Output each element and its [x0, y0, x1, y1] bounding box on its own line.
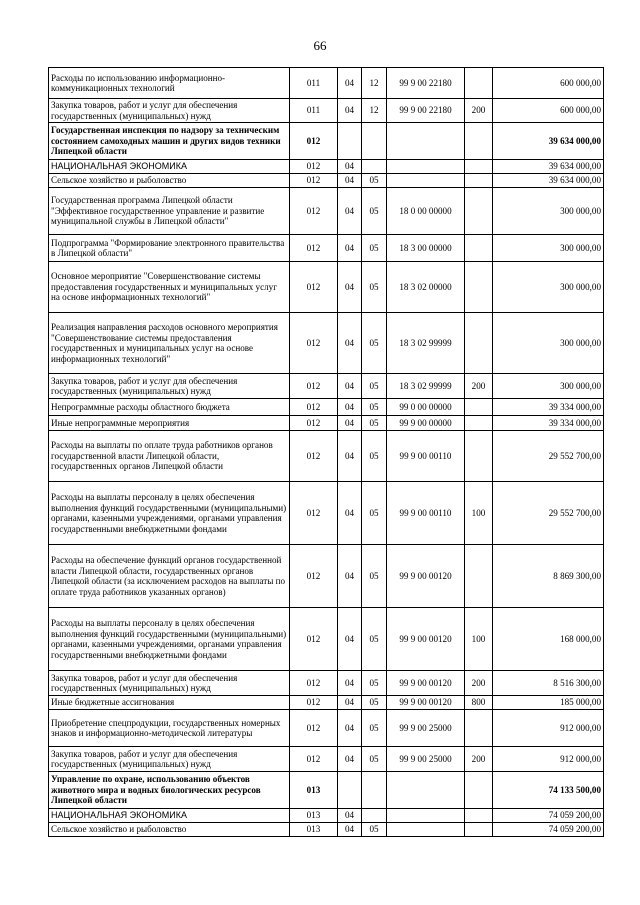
table-row — [49, 482, 604, 545]
cell-subsection: 05 — [362, 747, 387, 772]
cell-expense-type: 200 — [465, 747, 493, 772]
cell-section: 04 — [338, 482, 362, 545]
table-row — [49, 696, 604, 710]
cell-expense-type — [465, 68, 493, 99]
cell-section: 04 — [338, 99, 362, 123]
cell-amount: 8 869 300,00 — [493, 545, 604, 608]
cell-target-article: 99 9 00 00000 — [387, 416, 465, 431]
cell-target-article: 99 9 00 00120 — [387, 545, 465, 608]
cell-name: Закупка товаров, работ и услуг для обеспечения государственных (муниципальных) нужд — [49, 374, 290, 399]
cell-target-article: 18 0 00 00000 — [387, 188, 465, 235]
cell-section — [338, 772, 362, 809]
cell-name: Основное мероприятие "Совершенствование системы предоставления государственных и муниципальных услуг на основе информационных технологий" — [49, 262, 290, 313]
cell-expense-type: 200 — [465, 99, 493, 123]
cell-name: Приобретение спецпродукции, государственных номерных знаков и информационно-методической литературы — [49, 710, 290, 747]
cell-expense-type — [465, 823, 493, 837]
cell-amount: 300 000,00 — [493, 188, 604, 235]
cell-admin-code: 012 — [290, 671, 338, 696]
cell-admin-code: 012 — [290, 188, 338, 235]
cell-target-article: 99 9 00 25000 — [387, 710, 465, 747]
cell-name: Расходы по использованию информационно-коммуникационных технологий — [49, 68, 290, 99]
cell-target-article: 99 9 00 00120 — [387, 671, 465, 696]
cell-admin-code: 012 — [290, 399, 338, 416]
cell-name: Иные бюджетные ассигнования — [49, 696, 290, 710]
budget-table — [48, 67, 604, 837]
cell-name: Сельское хозяйство и рыболовство — [49, 174, 290, 188]
cell-amount: 912 000,00 — [493, 710, 604, 747]
cell-section: 04 — [338, 696, 362, 710]
table-row — [49, 123, 604, 160]
cell-name: НАЦИОНАЛЬНАЯ ЭКОНОМИКА — [49, 160, 290, 174]
cell-name: Расходы на выплаты персоналу в целях обеспечения выполнения функций государственными (муниципальными) органами, казенными учреждениями, органами управления государственными внебюджетными фондами — [49, 608, 290, 671]
cell-expense-type — [465, 710, 493, 747]
cell-expense-type: 800 — [465, 696, 493, 710]
cell-name: Государственная инспекция по надзору за техническим состоянием самоходных машин и других видов техники Липецкой области — [49, 123, 290, 160]
cell-target-article: 99 9 00 00120 — [387, 608, 465, 671]
cell-section: 04 — [338, 188, 362, 235]
cell-amount: 300 000,00 — [493, 235, 604, 262]
table-row — [49, 99, 604, 123]
cell-target-article — [387, 823, 465, 837]
cell-target-article: 99 9 00 00110 — [387, 431, 465, 482]
cell-expense-type — [465, 313, 493, 374]
cell-subsection — [362, 772, 387, 809]
cell-expense-type — [465, 123, 493, 160]
cell-admin-code: 012 — [290, 123, 338, 160]
cell-amount: 300 000,00 — [493, 313, 604, 374]
cell-admin-code: 012 — [290, 374, 338, 399]
cell-admin-code: 011 — [290, 99, 338, 123]
cell-expense-type: 100 — [465, 482, 493, 545]
table-row — [49, 188, 604, 235]
cell-amount: 74 059 200,00 — [493, 809, 604, 823]
cell-admin-code: 013 — [290, 809, 338, 823]
cell-amount: 29 552 700,00 — [493, 431, 604, 482]
cell-subsection: 05 — [362, 235, 387, 262]
table-row — [49, 545, 604, 608]
cell-amount: 74 133 500,00 — [493, 772, 604, 809]
table-row — [49, 772, 604, 809]
cell-amount: 39 634 000,00 — [493, 123, 604, 160]
table-row — [49, 174, 604, 188]
cell-subsection — [362, 809, 387, 823]
cell-expense-type — [465, 188, 493, 235]
cell-admin-code: 012 — [290, 747, 338, 772]
cell-subsection — [362, 160, 387, 174]
cell-section: 04 — [338, 374, 362, 399]
cell-admin-code: 012 — [290, 416, 338, 431]
cell-subsection: 05 — [362, 262, 387, 313]
cell-admin-code: 012 — [290, 431, 338, 482]
table-row — [49, 416, 604, 431]
cell-subsection: 12 — [362, 99, 387, 123]
cell-section: 04 — [338, 823, 362, 837]
cell-name: Государственная программа Липецкой области "Эффективное государственное управление и развитие муниципальной службы в Липецкой области" — [49, 188, 290, 235]
cell-target-article: 99 9 00 25000 — [387, 747, 465, 772]
cell-section: 04 — [338, 262, 362, 313]
cell-expense-type: 100 — [465, 608, 493, 671]
table-row — [49, 262, 604, 313]
cell-expense-type — [465, 174, 493, 188]
cell-expense-type — [465, 262, 493, 313]
cell-section: 04 — [338, 608, 362, 671]
cell-admin-code: 012 — [290, 696, 338, 710]
cell-name: Закупка товаров, работ и услуг для обеспечения государственных (муниципальных) нужд — [49, 671, 290, 696]
table-row — [49, 374, 604, 399]
cell-amount: 74 059 200,00 — [493, 823, 604, 837]
cell-subsection: 05 — [362, 416, 387, 431]
cell-subsection: 05 — [362, 313, 387, 374]
cell-target-article: 18 3 02 99999 — [387, 313, 465, 374]
cell-target-article — [387, 809, 465, 823]
cell-section: 04 — [338, 747, 362, 772]
cell-admin-code: 012 — [290, 262, 338, 313]
cell-target-article: 99 9 00 22180 — [387, 99, 465, 123]
cell-section: 04 — [338, 416, 362, 431]
cell-admin-code: 012 — [290, 710, 338, 747]
cell-admin-code: 012 — [290, 174, 338, 188]
cell-name: Непрограммные расходы областного бюджета — [49, 399, 290, 416]
cell-name: Иные непрограммные мероприятия — [49, 416, 290, 431]
cell-section: 04 — [338, 160, 362, 174]
cell-amount: 39 334 000,00 — [493, 416, 604, 431]
cell-subsection: 05 — [362, 696, 387, 710]
table-row — [49, 710, 604, 747]
table-row — [49, 313, 604, 374]
cell-target-article: 18 3 02 00000 — [387, 262, 465, 313]
cell-amount: 300 000,00 — [493, 374, 604, 399]
cell-expense-type — [465, 160, 493, 174]
cell-expense-type — [465, 235, 493, 262]
cell-section: 04 — [338, 431, 362, 482]
cell-name: Расходы на выплаты персоналу в целях обеспечения выполнения функций государственными (муниципальными) органами, казенными учреждениями, органами управления государственными внебюджетными фондами — [49, 482, 290, 545]
cell-admin-code: 011 — [290, 68, 338, 99]
cell-expense-type — [465, 431, 493, 482]
cell-subsection: 12 — [362, 68, 387, 99]
cell-amount: 39 334 000,00 — [493, 399, 604, 416]
cell-target-article: 99 9 00 22180 — [387, 68, 465, 99]
table-body — [49, 68, 604, 837]
cell-admin-code: 012 — [290, 313, 338, 374]
page-number: 66 — [313, 38, 327, 53]
cell-name: НАЦИОНАЛЬНАЯ ЭКОНОМИКА — [49, 809, 290, 823]
cell-expense-type — [465, 399, 493, 416]
cell-section — [338, 123, 362, 160]
cell-admin-code: 013 — [290, 772, 338, 809]
cell-section: 04 — [338, 174, 362, 188]
table-row — [49, 235, 604, 262]
cell-admin-code: 012 — [290, 160, 338, 174]
cell-section: 04 — [338, 710, 362, 747]
table-row — [49, 160, 604, 174]
cell-section: 04 — [338, 313, 362, 374]
cell-section: 04 — [338, 399, 362, 416]
cell-target-article — [387, 123, 465, 160]
cell-expense-type — [465, 545, 493, 608]
cell-amount: 8 516 300,00 — [493, 671, 604, 696]
table-row — [49, 809, 604, 823]
cell-expense-type — [465, 772, 493, 809]
cell-subsection: 05 — [362, 671, 387, 696]
cell-subsection: 05 — [362, 174, 387, 188]
cell-target-article: 99 0 00 00000 — [387, 399, 465, 416]
cell-name: Закупка товаров, работ и услуг для обеспечения государственных (муниципальных) нужд — [49, 99, 290, 123]
cell-name: Закупка товаров, работ и услуг для обеспечения государственных (муниципальных) нужд — [49, 747, 290, 772]
cell-amount: 912 000,00 — [493, 747, 604, 772]
cell-expense-type — [465, 416, 493, 431]
cell-expense-type: 200 — [465, 671, 493, 696]
cell-target-article — [387, 174, 465, 188]
table-row — [49, 823, 604, 837]
cell-target-article — [387, 772, 465, 809]
cell-amount: 39 634 000,00 — [493, 174, 604, 188]
cell-target-article: 18 3 00 00000 — [387, 235, 465, 262]
cell-name: Сельское хозяйство и рыболовство — [49, 823, 290, 837]
table-row — [49, 671, 604, 696]
cell-amount: 600 000,00 — [493, 99, 604, 123]
cell-subsection: 05 — [362, 608, 387, 671]
cell-subsection: 05 — [362, 399, 387, 416]
cell-subsection: 05 — [362, 545, 387, 608]
cell-amount: 600 000,00 — [493, 68, 604, 99]
cell-subsection: 05 — [362, 823, 387, 837]
table-row — [49, 431, 604, 482]
cell-subsection: 05 — [362, 188, 387, 235]
cell-target-article: 18 3 02 99999 — [387, 374, 465, 399]
cell-amount: 185 000,00 — [493, 696, 604, 710]
cell-subsection — [362, 123, 387, 160]
cell-name: Управление по охране, использованию объектов животного мира и водных биологических ресурсов Липецкой области — [49, 772, 290, 809]
cell-target-article: 99 9 00 00120 — [387, 696, 465, 710]
cell-subsection: 05 — [362, 374, 387, 399]
cell-name: Реализация направления расходов основного мероприятия "Совершенствование системы предоставления государственных и муниципальных услуг на основе информационных технологий" — [49, 313, 290, 374]
cell-admin-code: 012 — [290, 482, 338, 545]
cell-section: 04 — [338, 545, 362, 608]
cell-admin-code: 012 — [290, 545, 338, 608]
cell-name: Расходы на обеспечение функций органов государственной власти Липецкой области, государственных органов Липецкой области (за исключением расходов на выплаты по оплате труда работников указанных органов) — [49, 545, 290, 608]
cell-name: Расходы на выплаты по оплате труда работников органов государственной власти Липецкой области, государственных органов Липецкой области — [49, 431, 290, 482]
cell-target-article — [387, 160, 465, 174]
cell-admin-code: 012 — [290, 235, 338, 262]
cell-section: 04 — [338, 235, 362, 262]
cell-subsection: 05 — [362, 482, 387, 545]
cell-amount: 29 552 700,00 — [493, 482, 604, 545]
cell-amount: 39 634 000,00 — [493, 160, 604, 174]
cell-amount: 168 000,00 — [493, 608, 604, 671]
cell-section: 04 — [338, 809, 362, 823]
cell-amount: 300 000,00 — [493, 262, 604, 313]
table-row — [49, 68, 604, 99]
cell-target-article: 99 9 00 00110 — [387, 482, 465, 545]
table-row — [49, 747, 604, 772]
cell-expense-type: 200 — [465, 374, 493, 399]
cell-section: 04 — [338, 671, 362, 696]
table-row — [49, 399, 604, 416]
cell-admin-code: 012 — [290, 608, 338, 671]
cell-expense-type — [465, 809, 493, 823]
table-row — [49, 608, 604, 671]
cell-admin-code: 013 — [290, 823, 338, 837]
cell-section: 04 — [338, 68, 362, 99]
cell-subsection: 05 — [362, 431, 387, 482]
cell-name: Подпрограмма "Формирование электронного правительства в Липецкой области" — [49, 235, 290, 262]
cell-subsection: 05 — [362, 710, 387, 747]
